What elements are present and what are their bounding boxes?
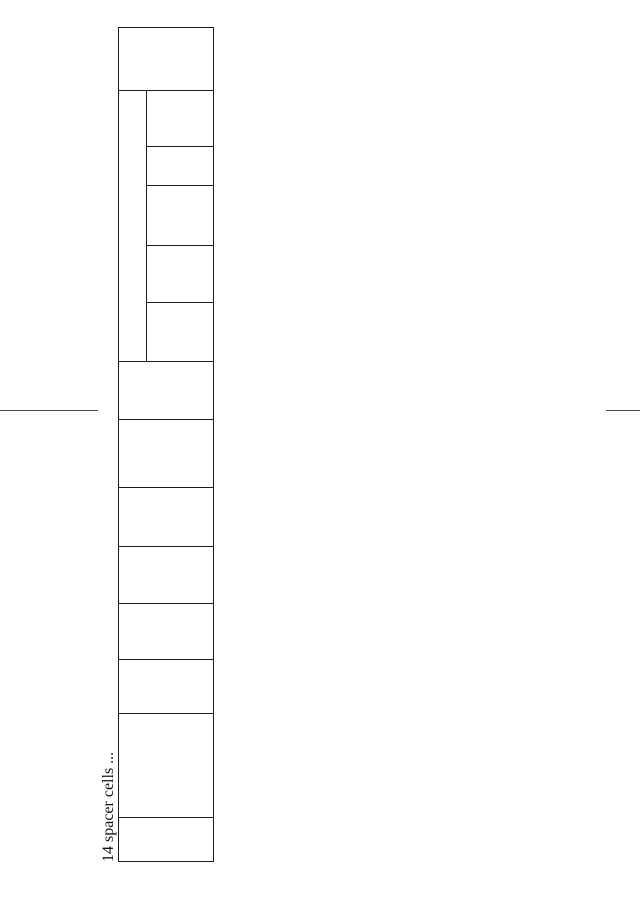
- scan-fold-line: [0, 410, 98, 411]
- header-row: [119, 27, 147, 861]
- header-regional: [147, 186, 214, 246]
- rotated-table-sheet: 14 spacer cells ...: [100, 28, 588, 862]
- header-construction-period: [119, 547, 214, 604]
- financing-table: [118, 27, 606, 862]
- header-design-docs: [119, 420, 214, 488]
- header-result: [119, 27, 214, 90]
- header-capacity: [119, 488, 214, 547]
- header-federal: [147, 246, 214, 303]
- header-ownership: [119, 604, 214, 660]
- header-attracted: [147, 90, 214, 146]
- header-period: [119, 362, 214, 420]
- header-num: [119, 818, 214, 862]
- header-name: [119, 714, 214, 818]
- header-local: [147, 147, 214, 186]
- header-total: [147, 303, 214, 362]
- header-funding-group: [119, 90, 147, 361]
- header-grbs: [119, 660, 214, 714]
